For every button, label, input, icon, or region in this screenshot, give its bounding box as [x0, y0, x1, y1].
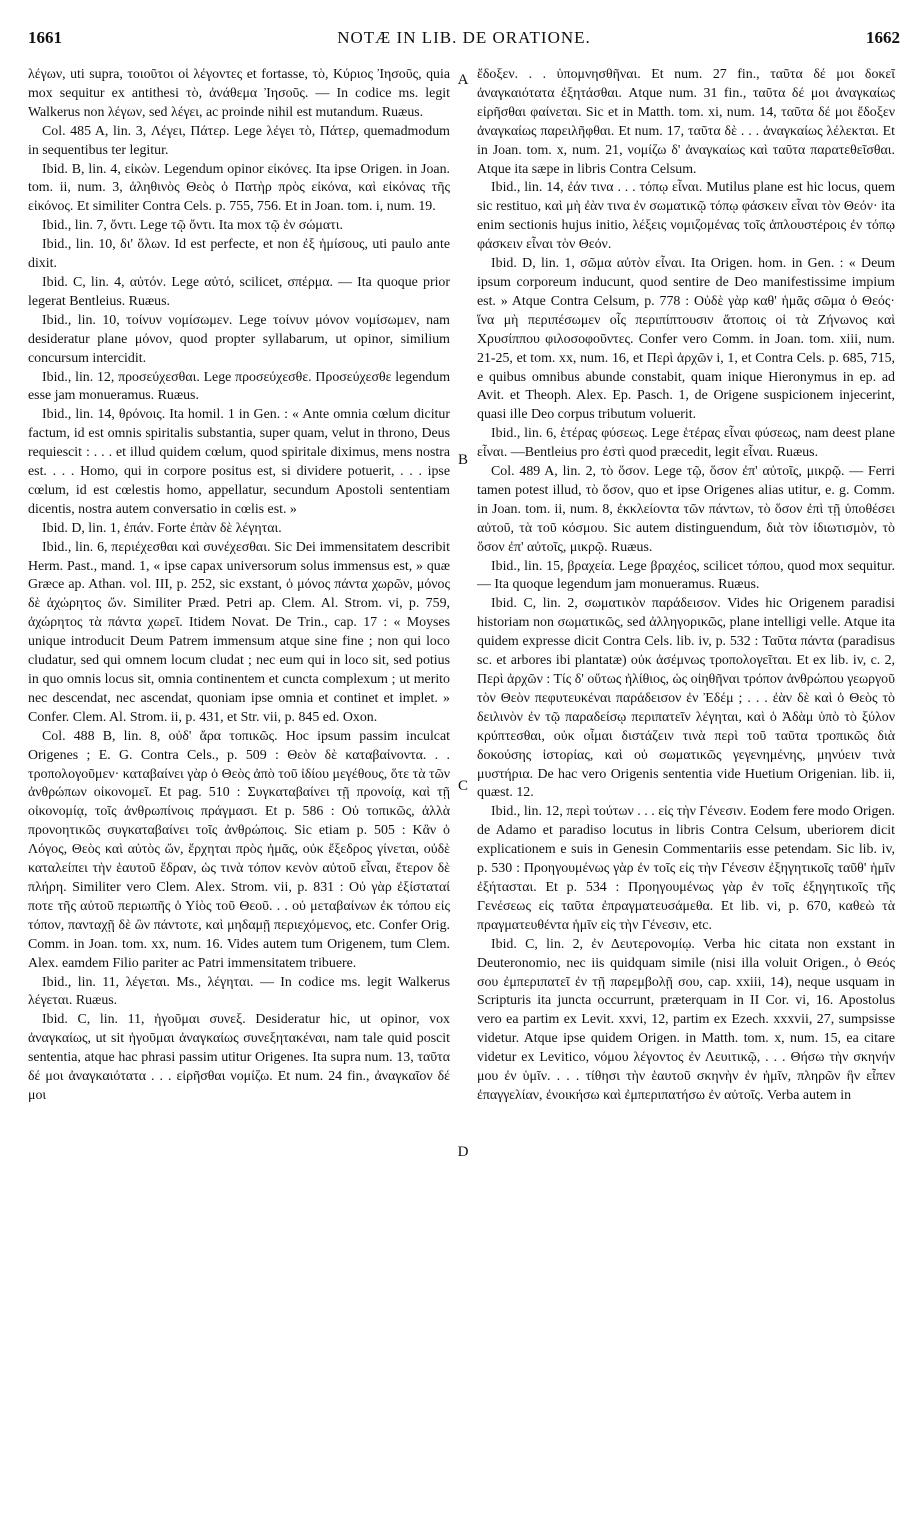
- running-header: [28, 28, 900, 54]
- note-paragraph: Ibid. D, lin. 1, ἐπάν. Forte ἐπὰν δὲ λέγηται.: [42, 520, 282, 536]
- note-paragraph: Ibid. B, lin. 4, εἰκὼν. Legendum opinor εἰκόνες. Ita ipse Origen. in Joan. tom. ii, num. 3, ἀληθινὸς Θεὸς ὁ Πατὴρ πρὸς εἰκόνα, καὶ εἰκόνας τῆς εἰκόνος. Et similiter Contra Cels. p. 755, 756. Et in Joan. tom. i, num. 19.: [28, 161, 450, 215]
- note-paragraph: Ibid. D, lin. 1, σῶμα αὐτὸν εἶναι. Ita Origen. hom. in Gen. : « Deum ipsum corporeum inducunt, quod sentire de Deo manifestissime impium est. » Atque Contra Celsum, p. 778 : Οὐδὲ γὰρ καθ' ἡμᾶς σῶμα ὁ Θεός· ἵνα μὴ περιπέσωμεν οἷς περιπίπτουσιν ἄτοποις οἱ τὰ Ζήνωνος καὶ Χρυσίππου φιλοσοφοῦντες. Confer vero Comm. in Joan. tom. xiii, num. 21-25, et tom. xx, num. 16, et Περὶ ἀρχῶν i, 1, et Contra Cels. p. 685, 715, e quibus omnibus abunde constabit, quam inique Hieronymus in ep. ad Avit. et Theoph. Alex. Ep. Pasch. 1, de Origene suspicionem injecerint, quasi ille Deo corpus tributum voluerit.: [477, 256, 895, 423]
- note-paragraph: ἔδοξεν. . . ὑπομνησθῆναι. Et num. 27 fin., ταῦτα δέ μοι δοκεῖ ἀναγκαιότατα ἐξητάσθαι. Atque num. 31 fin., ταῦτα δέ μοι ἀναγκαίως εἰρῆσθαι φαίνεται. Sic et in Matth. tom. xi, num. 14, ταῦτα δέ μοι ἔδοξεν ἀναγκαίως παρειλῆφθαι. Et num. 17, ταῦτα δὲ . . . ἀναγκαίως λέλεκται. Et in Joan. tom. x, num. 21, νομίζω δ' ἀναγκαίως καὶ ταῦτα παρατεθεῖσθαι. Atque ita sæpe in libris Contra Celsum.: [477, 67, 895, 177]
- note-paragraph: Ibid., lin. 10, δι' ὅλων. Id est perfecte, et non ἐξ ἡμίσους, uti paulo ante dixit.: [28, 237, 450, 272]
- margin-letter-a: A: [457, 72, 469, 88]
- note-paragraph: Ibid., lin. 14, θρόνοις. Ita homil. 1 in Gen. : « Ante omnia cœlum dicitur factum, id est omnis spiritalis substantia, super quam, velut in throno, Deus requiescit : . . . et illud quidem cœlum, quod spiritale diximus, mens nostra est. . . . Homo, qui in corpore positus est, si dividere potuerit, . . . ipse cœlum, id est cœlestis homo, appellatur, secundum Apostoli sententiam dicentis, nostra autem conversatio in cœlis est. »: [28, 407, 450, 517]
- note-paragraph: Ibid., lin. 14, ἐάν τινα . . . τόπῳ εἶναι. Mutilus plane est hic locus, quem sic restituo, καὶ μὴ ἐὰν τινα ἐν σωματικῷ τόπῳ φάσκειν εἶναι τὸν Θεόν· ita enim sectionis hujus initio, λέξεις νομιζομένας τοῖς ἁπλουστέροις ἐν τόπῳ φάσκειν εἶναι τὸν Θεόν.: [477, 180, 895, 253]
- note-paragraph: Ibid., lin. 12, περὶ τούτων . . . εἰς τὴν Γένεσιν. Eodem fere modo Origen. de Adamo et paradiso locutus in libris Contra Celsum, uberiorem dicit explicationem e suis in Genesin Commentariis esse petendam. Sic lib. iv, p. 530 : Προηγουμένως γὰρ ἐν τοῖς εἰς τὴν Γένεσιν ἐξηγητικοῖς ταῦθ' ἡμῖν ἐξήτασται. Et p. 534 : Προηγουμένως γὰρ ἐν τοῖς ἐξηγητικοῖς τῆς Γενέσεως εἰς ταῦτα ἐπραγματευσάμεθα. Et lib. vi, p. 670, καθεὼ τὰ πραγματευθέντα ἡμῖν εἰς τὴν Γένεσιν, etc.: [477, 804, 895, 933]
- note-paragraph: Ibid. C, lin. 4, αὐτόν. Lege αὐτό, scilicet, σπέρμα. — Ita quoque prior legerat Bentleius. Ruæus.: [28, 274, 450, 309]
- left-page-number: 1661: [28, 28, 62, 47]
- note-paragraph: Col. 488 B, lin. 8, οὐδ' ἄρα τοπικῶς. Hoc ipsum passim inculcat Origenes ; E. G. Contra Cels., p. 509 : Θεὸν δὲ καταβαίνοντα. . . τροπολογοῦμεν· καταβαίνει γὰρ ὁ Θεὸς ἀπὸ τοῦ ἰδίου μεγέθους, ὅτε τὰ τῶν ἀνθρώπων οἰκονομεῖ. Et pag. 510 : Συγκαταβαίνει τῇ προνοίᾳ, καὶ τῇ οἰκονομίᾳ, τοῖς ἀνθρωπίνοις πράγμασι. Et p. 586 : Οὐ τοπικῶς, ἀλλὰ προνοητικῶς συγκαταβαίνει τοῖς ἀνθρώποις. Sic etiam p. 505 : Κἂν ὁ Λόγος, Θεὸς καὶ αὐτὸς ὤν, ἔρχηται πρὸς ἡμᾶς, οὐκ ἔξεδρος γίνεται, οὐδὲ καταλείπει τὴν ἑαυτοῦ ἕδραν, ὡς τινὰ τόπον κενὸν αὐτοῦ εἶναι, ἕτερον δὲ πλήρη. Similiter vero Clem. Alex. Strom. vii, p. 831 : Οὐ γὰρ ἐξίσταταί ποτε τῆς αὐτοῦ περιωπῆς ὁ Υἱὸς τοῦ Θεοῦ. . . οὐ μεταβαίνων ἐκ τόπου εἰς τόπον, πανταχῇ δὲ ὢν πάντοτε, καὶ μηδαμῇ περιεχόμενος, etc. Confer Orig. Comm. in Joan. tom. xx, num. 16. Vides autem tum Origenem, tum Clem. Alex. eamdem Filio pariter ac Patri immensitatem tribuere.: [28, 728, 450, 971]
- note-paragraph: Ibid., lin. 11, λέγεται. Ms., λέγηται. — In codice ms. legit Walkerus λέγεται. Ruæus.: [28, 974, 450, 1009]
- note-paragraph: Col. 485 A, lin. 3, Λέγει, Πάτερ. Lege λέγει τὸ, Πάτερ, quemadmodum in sequentibus ter legitur.: [28, 123, 450, 158]
- note-paragraph: Ibid., lin. 6, ἑτέρας φύσεως. Lege ἑτέρας εἶναι φύσεως, nam deest plane εἶναι. —Bentleius pro ἐστὶ quod præcedit, legit εἶναι. Ruæus.: [477, 426, 895, 461]
- note-paragraph: Ibid., lin. 12, προσεύχεσθαι. Lege προσεύχεσθε. Προσεύχεσθε legendum esse jam monueramus. Ruæus.: [28, 369, 450, 404]
- running-title: NOTÆ IN LIB. DE ORATIONE.: [337, 28, 591, 47]
- note-paragraph: Ibid. C, lin. 2, ἐν Δευτερονομίῳ. Verba hic citata non exstant in Deuteronomio, nec iis quidquam simile (nisi illa voluit Origen., ὁ Θεός σου ἐμπεριπατεῖ ἐν τῇ παρεμβολῇ σου, cap. xxiii, 14), neque usquam in Scripturis ita juncta occurrunt, præterquam in II Cor. vi, 16. Apostolus vero ea partim ex Levit. xxvi, 12, partim ex Ezech. xxxvii, 27, sumpsisse videtur. Atque ipse quidem Origen. in Matth. tom. x, num. 15, ea citare videtur ex Levitico, νόμου λέγοντος ἐν Λευιτικῷ, . . . Θήσω τὴν σκηνήν μου ἐν ὑμῖν. . . . τίθησι τὴν ἑαυτοῦ σκηνὴν ἐν ἡμῖν, πληρῶν ἣν εἶπεν ἐπαγγελίαν, ἐνοικήσω καὶ ἐμπεριπατήσω ἐν αὐτοῖς. Verba autem in: [477, 936, 895, 1103]
- right-page-number: 1662: [866, 28, 900, 47]
- note-paragraph: λέγων, uti supra, τοιοῦτοι οἱ λέγοντες et fortasse, τὸ, Κύριος Ἰησοῦς, quia mox sequitur ex antithesi τὸ, ἀνάθεμα Ἰησοῦς. — In codice ms. legit Walkerus non λέγων, sed λέγει, ac proinde nihil est mutandum. Ruæus.: [28, 67, 450, 120]
- right-column: [477, 66, 895, 1106]
- note-paragraph: Ibid., lin. 7, ὄντι. Lege τῷ ὄντι. Ita mox τῷ ἐν σώματι.: [42, 218, 343, 234]
- note-paragraph: Ibid. C, lin. 11, ἡγοῦμαι συνεξ. Desideratur hic, ut opinor, vox ἀναγκαίως, ut sit ἡγοῦμαι ἀναγκαίως συνεξητακέναι, nam tale quid poscit sententia, atque hac phrasi passim utitur Origenes. Ita supra num. 13, ταῦτα δέ μοι ἀναγκαιότατα . . . εἰρῆσθαι νομίζω. Et num. 24 fin., ἀναγκαῖον δέ μοι: [28, 1012, 450, 1103]
- margin-letter-d: D: [457, 1144, 469, 1160]
- margin-letter-c: C: [457, 778, 468, 794]
- note-paragraph: Ibid., lin. 6, περιέχεσθαι καὶ συνέχεσθαι. Sic Dei immensitatem describit Herm. Past., mand. 1, « ipse capax universorum solus immensus est, » quæ Græce ap. Athan. vol. III, p. 252, sic exstant, ὁ μόνος πάντα χωρῶν, μόνος δὲ ἀχώρητος ὤν. Similiter Præd. Petri ap. Clem. Al. Strom. vi, p. 759, ἀχώρητος τὰ πάντα χωρεῖ. Itidem Novat. De Trin., cap. 17 : « Moyses unique introducit Deum Patrem immensum atque sine fine ; non qui loco cludatur, sed qui omnem locum cludat ; nec eum qui in loco sit, sed potius in quo omnis locus sit, omnia continentem et cuncta complexum ; ut merito nec descendat, nec ascendat, quoniam ipse omnia et continet et implet. » Confer. Clem. Al. Strom. ii, p. 431, et Str. vii, p. 845 ed. Oxon.: [28, 539, 450, 725]
- note-paragraph: Col. 489 A, lin. 2, τὸ ὅσον. Lege τῷ, ὅσον ἐπ' αὐτοῖς, μικρῷ. — Ferri tamen potest illud, τὸ ὅσον, quo et ipse Origenes alias utitur, e. g. Comm. in Joan. tom. ii, num. 8, ἐκκλείοντα τῶν πάντων, τὸ ὅσον ἐπὶ τῇ ὑποθέσει αὐτοῦ, τὰ τοῦ κόσμου. Sic autem distinguendum, διὰ τὸν ἰδιωτισμὸν, τὸ ὅσον ἐπ' αὐτοῖς, μικρῷ. Ruæus.: [477, 464, 895, 555]
- note-paragraph: Ibid. C, lin. 2, σωματικὸν παράδεισον. Vides hic Origenem paradisi historiam non σωματικῶς, sed ἀλληγορικῶς, plane intelligi velle. Atque ita quidem expresse dicit Contra Cels. lib. iv, p. 532 : Ταῦτα πάντα (paradisus sc. et arbores ibi plantatæ) οὐκ ἀσέμνως τροπολογεῖται. Et ex lib. iv, c. 2, Περὶ ἀρχῶν : Τίς δ' οὕτως ἠλίθιος, ὡς οἰηθῆναι τρόπον ἀνθρώπου γεωργοῦ τὸν Θεὸν πεφυτευκέναι παράδεισον ἐν Ἐδέμ ; . . . ἐὰν δὲ καὶ ὁ Θεὸς τὸ δειλινὸν ἐν τῷ παραδείσῳ περιπατεῖν λέγηται, καὶ ὁ Ἀδὰμ ὑπὸ τὸ ξύλον κρύπτεσθαι, οὐκ οἶμαι διστάζειν τινὰ περὶ τοῦ ταῦτα τροπικῶς διὰ δοκούσης ἱστορίας, καὶ οὐ σωματικῶς γεγενημένης, μηνύειν τινὰ μυστήρια. De hac vero Origenis sententia vide Huetium Origenian. lib. ii, quæst. 12.: [477, 596, 895, 801]
- note-paragraph: Ibid., lin. 10, τοίνυν νομίσωμεν. Lege τοίνυν μόνον νομίσωμεν, nam desideratur plane μόνον, quod propter syllabarum, ut opinor, similium concursum intercidit.: [28, 312, 450, 366]
- note-paragraph: Ibid., lin. 15, βραχεία. Lege βραχέος, scilicet τόπου, quod mox sequitur. — Ita quoque legendum jam monueramus. Ruæus.: [477, 558, 895, 593]
- left-column: [28, 66, 450, 1106]
- margin-letter-b: B: [457, 452, 468, 468]
